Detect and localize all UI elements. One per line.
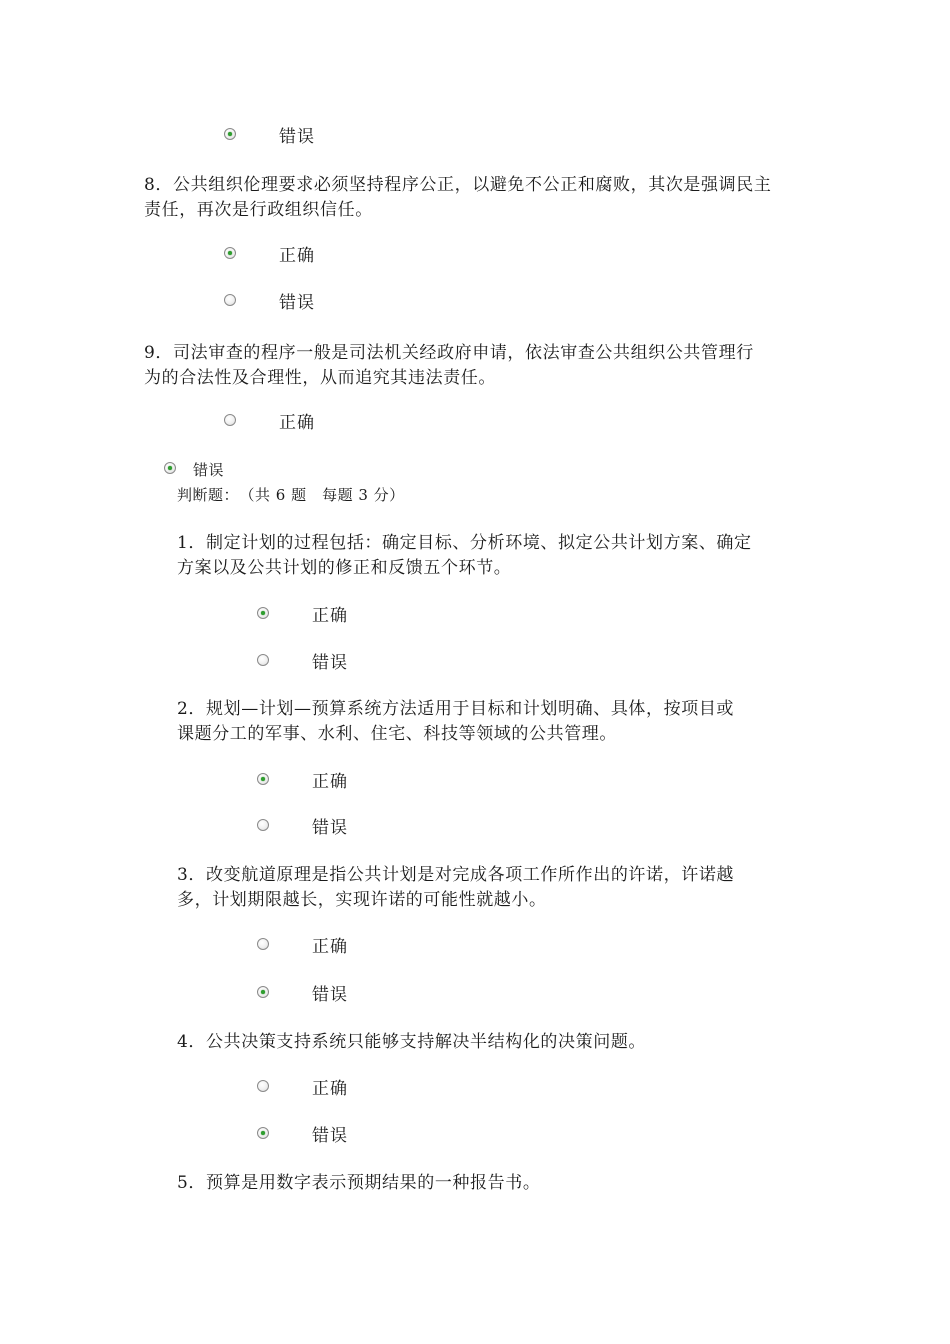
- p2-q4-text-line1: 4．公共决策支持系统只能够支持解决半结构化的决策问题。: [177, 1032, 647, 1052]
- q9-option-correct-label: 正确: [279, 413, 315, 433]
- p2-q4-option-correct-label: 正确: [312, 1079, 348, 1099]
- q8-option-wrong-radio[interactable]: [224, 294, 236, 306]
- p2-q2-text-line2: 课题分工的军事、水利、住宅、科技等领域的公共管理。: [177, 724, 617, 744]
- q9-option-wrong-radio[interactable]: [164, 462, 176, 474]
- p2-q3-option-wrong-label: 错误: [312, 985, 348, 1005]
- p2-q2-text-line1: 2．规划—计划—预算系统方法适用于目标和计划明确、具体，按项目或: [177, 699, 735, 719]
- section-header: 判断题： （共 6 题 每题 3 分）: [177, 486, 405, 504]
- q8-text-line1: 8．公共组织伦理要求必须坚持程序公正，以避免不公正和腐败，其次是强调民主: [144, 175, 772, 195]
- q9-option-wrong-label: 错误: [193, 461, 225, 479]
- p2-q4-option-correct-radio[interactable]: [257, 1080, 269, 1092]
- p2-q3-option-correct-label: 正确: [312, 937, 348, 957]
- q9-option-correct-radio[interactable]: [224, 414, 236, 426]
- p2-q4-option-wrong-radio[interactable]: [257, 1127, 269, 1139]
- p2-q1-option-correct-label: 正确: [312, 606, 348, 626]
- p2-q1-option-correct-radio[interactable]: [257, 607, 269, 619]
- q8-option-wrong-label: 错误: [279, 293, 315, 313]
- q8-option-correct-radio[interactable]: [224, 247, 236, 259]
- p2-q2-option-correct-radio[interactable]: [257, 773, 269, 785]
- q8-text-line2: 责任，再次是行政组织信任。: [144, 200, 373, 220]
- p2-q2-option-wrong-radio[interactable]: [257, 819, 269, 831]
- p2-q3-option-correct-radio[interactable]: [257, 938, 269, 950]
- p2-q1-option-wrong-radio[interactable]: [257, 654, 269, 666]
- q7-option-wrong-label: 错误: [279, 127, 315, 147]
- q9-text-line2: 为的合法性及合理性，从而追究其违法责任。: [144, 368, 496, 388]
- p2-q1-text-line1: 1．制定计划的过程包括：确定目标、分析环境、拟定公共计划方案、确定: [177, 533, 752, 553]
- q9-text-line1: 9．司法审查的程序一般是司法机关经政府申请，依法审查公共组织公共管理行: [144, 343, 754, 363]
- q8-option-correct-label: 正确: [279, 246, 315, 266]
- p2-q2-option-correct-label: 正确: [312, 772, 348, 792]
- p2-q3-text-line1: 3．改变航道原理是指公共计划是对完成各项工作所作出的许诺，许诺越: [177, 865, 735, 885]
- p2-q3-text-line2: 多，计划期限越长，实现许诺的可能性就越小。: [177, 890, 547, 910]
- p2-q1-option-wrong-label: 错误: [312, 653, 348, 673]
- p2-q3-option-wrong-radio[interactable]: [257, 986, 269, 998]
- p2-q2-option-wrong-label: 错误: [312, 818, 348, 838]
- q7-option-wrong-radio[interactable]: [224, 128, 236, 140]
- p2-q5-text-line1: 5．预算是用数字表示预期结果的一种报告书。: [177, 1173, 541, 1193]
- p2-q4-option-wrong-label: 错误: [312, 1126, 348, 1146]
- p2-q1-text-line2: 方案以及公共计划的修正和反馈五个环节。: [177, 558, 512, 578]
